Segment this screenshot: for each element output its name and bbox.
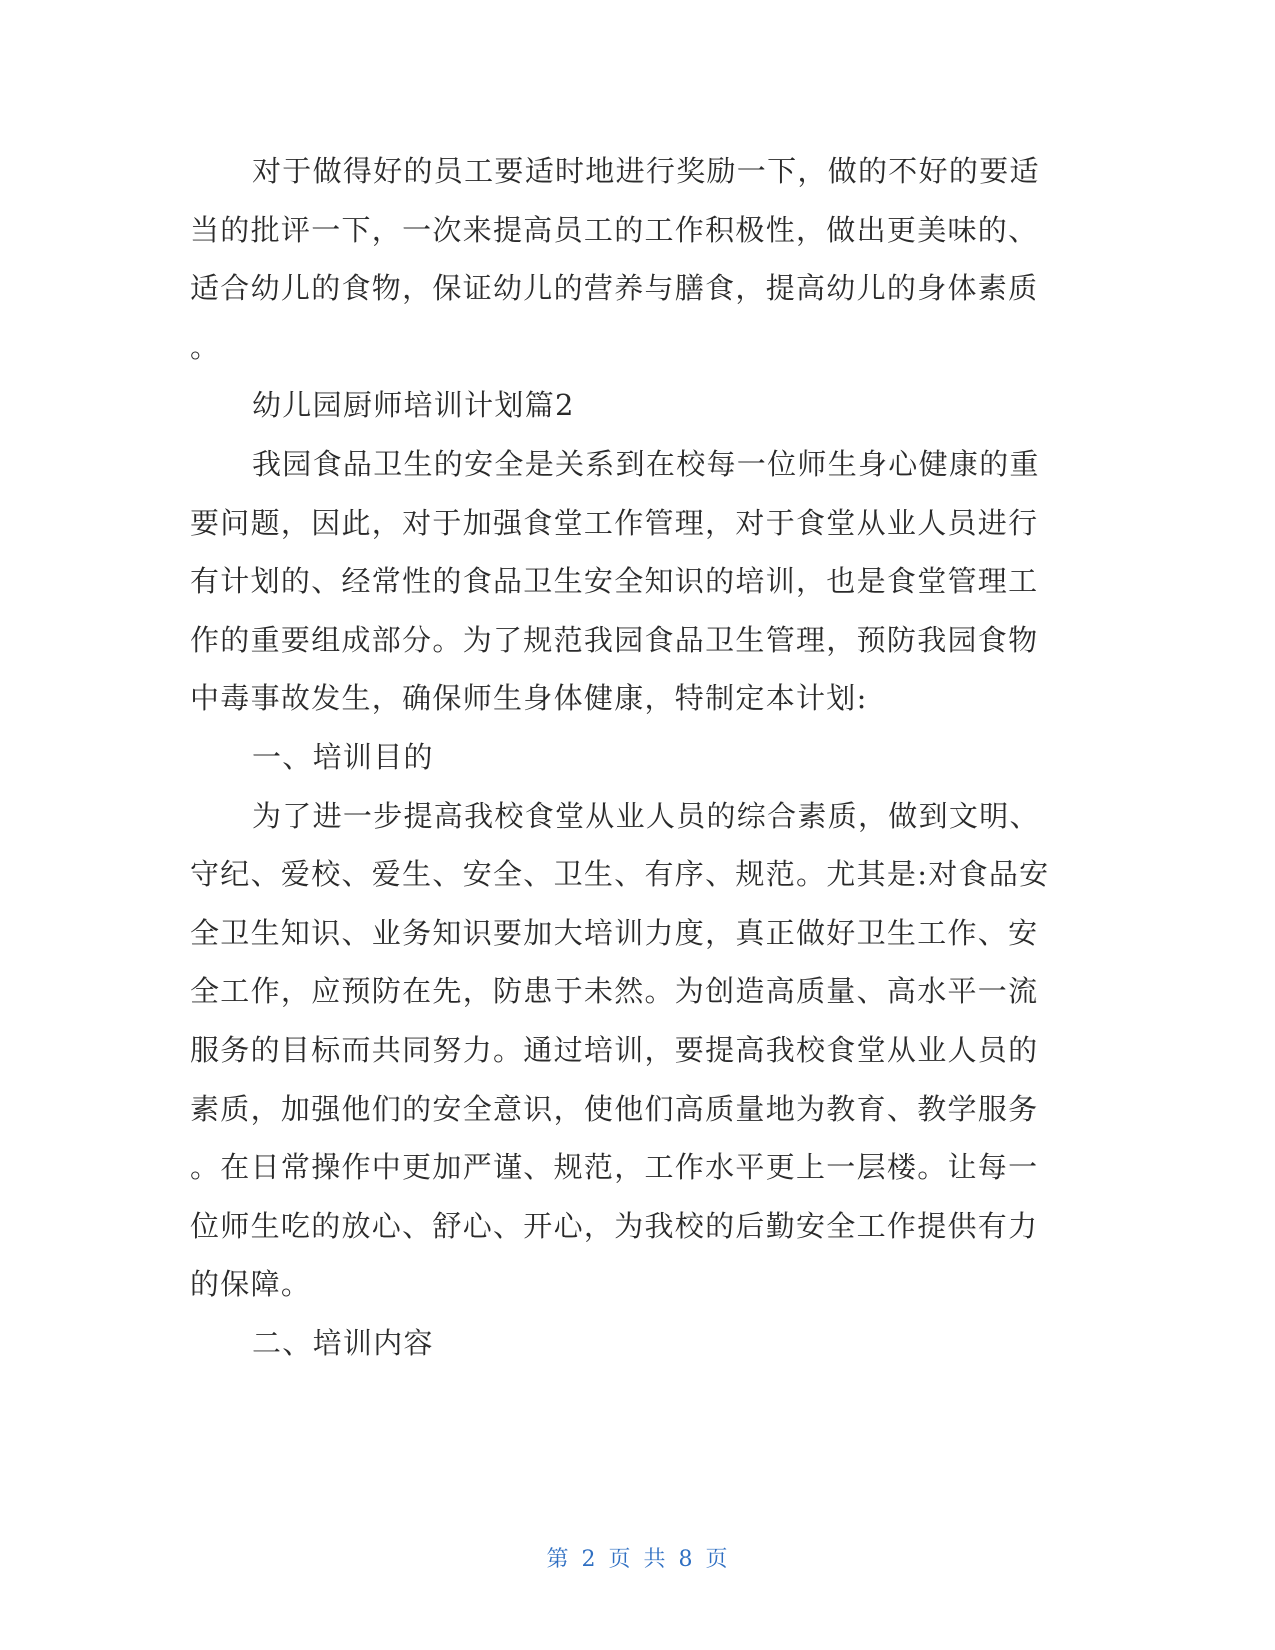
page-footer	[0, 1542, 1275, 1573]
document-body	[190, 142, 1070, 1372]
paragraph-line: 中毒事故发生，确保师生身体健康，特制定本计划:	[190, 681, 868, 716]
footer-page-word: 页	[608, 1547, 632, 1572]
paragraph-line: 素质，加强他们的安全意识，使他们高质量地为教育、教学服务	[190, 1091, 1039, 1126]
paragraph-line: 我园食品卫生的安全是关系到在校每一位师生身心健康的重	[252, 446, 1040, 481]
paragraph-line: 适合幼儿的食物，保证幼儿的营养与膳食，提高幼儿的身体素质	[190, 271, 1039, 306]
paragraph-line: 服务的目标而共同努力。通过培训，要提高我校食堂从业人员的	[190, 1032, 1039, 1067]
footer-total-word: 共	[643, 1547, 667, 1572]
paragraph-line: 全工作，应预防在先，防患于未然。为创造高质量、高水平一流	[190, 974, 1039, 1009]
section-heading: 一、培训目的	[252, 739, 434, 774]
current-page-number: 2	[581, 1547, 597, 1572]
paragraph-line: 有计划的、经常性的食品卫生安全知识的培训，也是食堂管理工	[190, 564, 1039, 599]
section-heading: 二、培训内容	[252, 1325, 434, 1360]
total-page-number: 8	[678, 1547, 694, 1572]
paragraph-line: 全卫生知识、业务知识要加大培训力度，真正做好卫生工作、安	[190, 915, 1039, 950]
footer-suffix: 页	[705, 1547, 729, 1572]
paragraph-line: 作的重要组成部分。为了规范我园食品卫生管理，预防我园食物	[190, 622, 1039, 657]
paragraph-line: 的保障。	[190, 1267, 312, 1302]
paragraph-line: 要问题，因此，对于加强食堂工作管理，对于食堂从业人员进行	[190, 505, 1039, 540]
paragraph-line: 对于做得好的员工要适时地进行奖励一下，做的不好的要适	[252, 154, 1040, 188]
paragraph-line: 当的批评一下，一次来提高员工的工作积极性，做出更美味的、	[190, 212, 1039, 247]
paragraph-line: 为了进一步提高我校食堂从业人员的综合素质，做到文明、	[252, 798, 1040, 833]
paragraph-line: 守纪、爱校、爱生、安全、卫生、有序、规范。尤其是:对食品安	[190, 857, 1050, 892]
section-title: 幼儿园厨师培训计划篇2	[252, 388, 575, 423]
paragraph-line: 位师生吃的放心、舒心、开心，为我校的后勤安全工作提供有力	[190, 1208, 1039, 1243]
paragraph-line: 。在日常操作中更加严谨、规范，工作水平更上一层楼。让每一	[190, 1150, 1039, 1185]
paragraph-line: 。	[190, 329, 221, 364]
footer-prefix: 第	[546, 1547, 570, 1572]
